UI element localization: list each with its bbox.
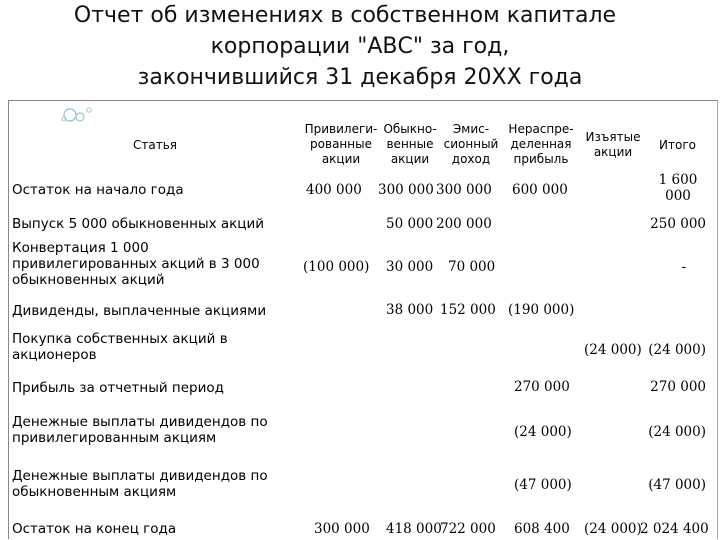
- header-common: Обыкно- венные акции: [383, 122, 437, 166]
- title-line-2: корпорации "АВС" за год,: [210, 34, 510, 59]
- row-income-label: Прибыль за отчетный период: [12, 380, 224, 396]
- row-common-dividends-retained: (47 000): [514, 477, 572, 493]
- row-opening-premium: 300 000: [436, 182, 492, 198]
- header-preferred: Привилеги- рованные акции: [304, 122, 378, 166]
- title-line-1: Отчет об изменениях в собственном капитале: [73, 3, 617, 28]
- row-stock-dividends-label: Дивиденды, выплаченные акциями: [12, 303, 267, 319]
- row-opening-total: 1 600 000: [658, 172, 698, 204]
- row-opening-label: Остаток на начало года: [12, 182, 184, 198]
- row-closing-total: 2 024 400: [640, 521, 709, 537]
- row-issue-label: Выпуск 5 000 обыкновенных акций: [12, 216, 265, 232]
- row-opening-retained: 600 000: [512, 182, 568, 198]
- header-treasury: Изъятые акции: [585, 130, 641, 159]
- header-total: Итого: [659, 138, 696, 152]
- row-treasury-treasury: (24 000): [584, 342, 642, 358]
- row-conversion-preferred: (100 000): [303, 259, 370, 275]
- row-opening-preferred: 400 000: [306, 182, 362, 198]
- row-common-dividends-label: Денежные выплаты дивидендов по обыкновенным акциям: [12, 468, 268, 500]
- row-issue-total: 250 000: [650, 216, 706, 232]
- row-treasury-label: Покупка собственных акций в акционеров: [12, 331, 228, 363]
- page-title: [0, 0, 720, 93]
- row-closing-premium: 722 000: [440, 521, 496, 537]
- row-conversion-label: Конвертация 1 000 привилегированных акций в 3 000 обыкновенных акций: [12, 240, 260, 288]
- row-stock-dividends-retained: (190 000): [508, 302, 575, 318]
- row-pref-dividends-label: Денежные выплаты дивидендов по привилегированным акциям: [12, 414, 268, 446]
- row-conversion-total: -: [681, 259, 686, 275]
- row-common-dividends-total: (47 000): [648, 477, 706, 493]
- row-closing-label: Остаток на конец года: [12, 521, 177, 537]
- row-treasury-total: (24 000): [648, 342, 706, 358]
- header-item: Статья: [132, 138, 177, 152]
- row-pref-dividends-retained: (24 000): [514, 424, 572, 440]
- row-issue-common: 50 000: [386, 216, 434, 232]
- row-opening-common: 300 000: [378, 182, 434, 198]
- row-conversion-premium: 70 000: [448, 259, 496, 275]
- row-income-total: 270 000: [650, 379, 706, 395]
- row-issue-premium: 200 000: [436, 216, 492, 232]
- header-retained: Нераспре- деленная прибыль: [508, 122, 574, 166]
- title-line-3: закончившийся 31 декабря 20ХХ года: [137, 65, 583, 90]
- row-closing-treasury: (24 000): [584, 521, 642, 537]
- row-stock-dividends-premium: 152 000: [440, 302, 496, 318]
- header-premium: Эмис- сионный доход: [443, 122, 499, 166]
- row-closing-preferred: 300 000: [314, 521, 370, 537]
- row-stock-dividends-common: 38 000: [386, 302, 434, 318]
- decorative-circles-icon: [60, 103, 100, 123]
- row-closing-retained: 608 400: [514, 521, 570, 537]
- row-conversion-common: 30 000: [386, 259, 434, 275]
- row-income-retained: 270 000: [514, 379, 570, 395]
- row-closing-common: 418 000: [386, 521, 442, 537]
- row-pref-dividends-total: (24 000): [648, 424, 706, 440]
